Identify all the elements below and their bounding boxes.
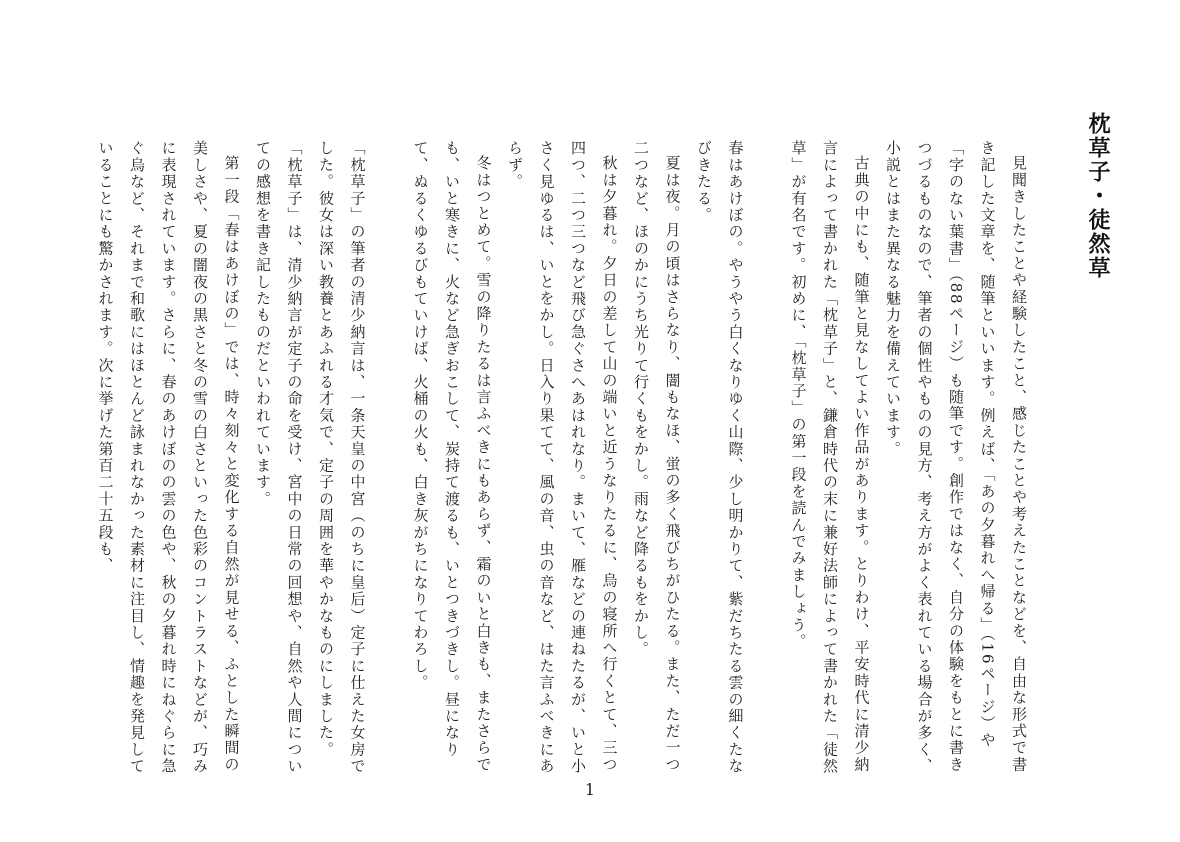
quote-spring: 春はあけぼの。やうやう白くなりゆく山際、少し明かりて、紫だちたる雲の細くたなびきたる。 (695, 140, 745, 775)
spacer (373, 140, 405, 780)
quote-winter: 冬はつとめて。雪の降りたるは言ふべきにもあらず、霜のいと白きも、またさらでも、いと寒きに、火など急ぎおこして、炭持て渡るも、いとつきづきし。昼になりて、ぬるくゆるびもていけば、火桶の火も、白き灰がちになりてわろし。 (411, 140, 493, 773)
page-number: 1 (584, 780, 596, 799)
document-title: 枕草子・徒然草 (1085, 112, 1110, 280)
paragraph-classics: 古典の中にも、随筆と見なしてよい作品があります。とりわけ、平安時代に清少納言によって書かれた「枕草子」と、鎌倉時代の末に兼好法師によって書かれた「徒然草」が有名です。初めに、「枕草子」の第一段を読んでみましょう。 (789, 140, 871, 775)
quote-autumn: 秋は夕暮れ。夕日の差して山の端いと近うなりたるに、烏の寝所へ行くとて、三つ四つ、二つ三つなど飛び急ぐさへあはれなり。まいて、雁などの連ねたるが、いと小さく見ゆるは、いとをかし。日入り果てて、風の音、虫の音など、はた言ふべきにあらず。 (506, 140, 619, 775)
quote-summer: 夏は夜。月の頃はさらなり、闇もなほ、蛍の多く飛びちがひたる。また、ただ一つ二つなど、ほのかにうち光りて行くもをかし。雨など降るもをかし。 (632, 140, 682, 773)
paragraph-intro: 見聞きしたことや経験したこと、感じたことや考えたことなどを、自由な形式で書き記した文章を、随筆といいます。例えば、「あの夕暮れへ帰る」（16ページ）や「字のない葉書」（88ページ）も随筆です。創作ではなく、自分の体験をもとに書きつづるものなので、筆者の個性やものの見方、考え方がよく表れている場合が多く、小説とはまた異なる魅力を備えています。 (884, 140, 1028, 775)
spacer (751, 140, 783, 780)
paragraph-analysis: 第一段「春はあけぼの」では、時々刻々と変化する自然が見せる、ふとした瞬間の美しさや、夏の闇夜の黒さと冬の雪の白さといった色彩のコントラストなどが、巧みに表現されています。さらに、春のあけぼのの雲の色や、秋の夕暮れ時にねぐらに急ぐ烏など、それまで和歌にはほとんど詠まれなかった素材に注目し、情趣を発見していることにも驚かされます。次に挙げた第百二十五段も、 (96, 140, 241, 775)
paragraph-author: 「枕草子」の筆者の清少納言は、一条天皇の中宮（のちに皇后）定子に仕えた女房でした。彼女は深い教養とあふれる才気で、定子の周囲を華やかなものにしました。「枕草子」は、清少納言が定子の命を受け、宮中の日常の回想や、自然や人間についての感想を書き記したものだといわれています。 (254, 140, 367, 775)
body-text (96, 140, 1034, 780)
